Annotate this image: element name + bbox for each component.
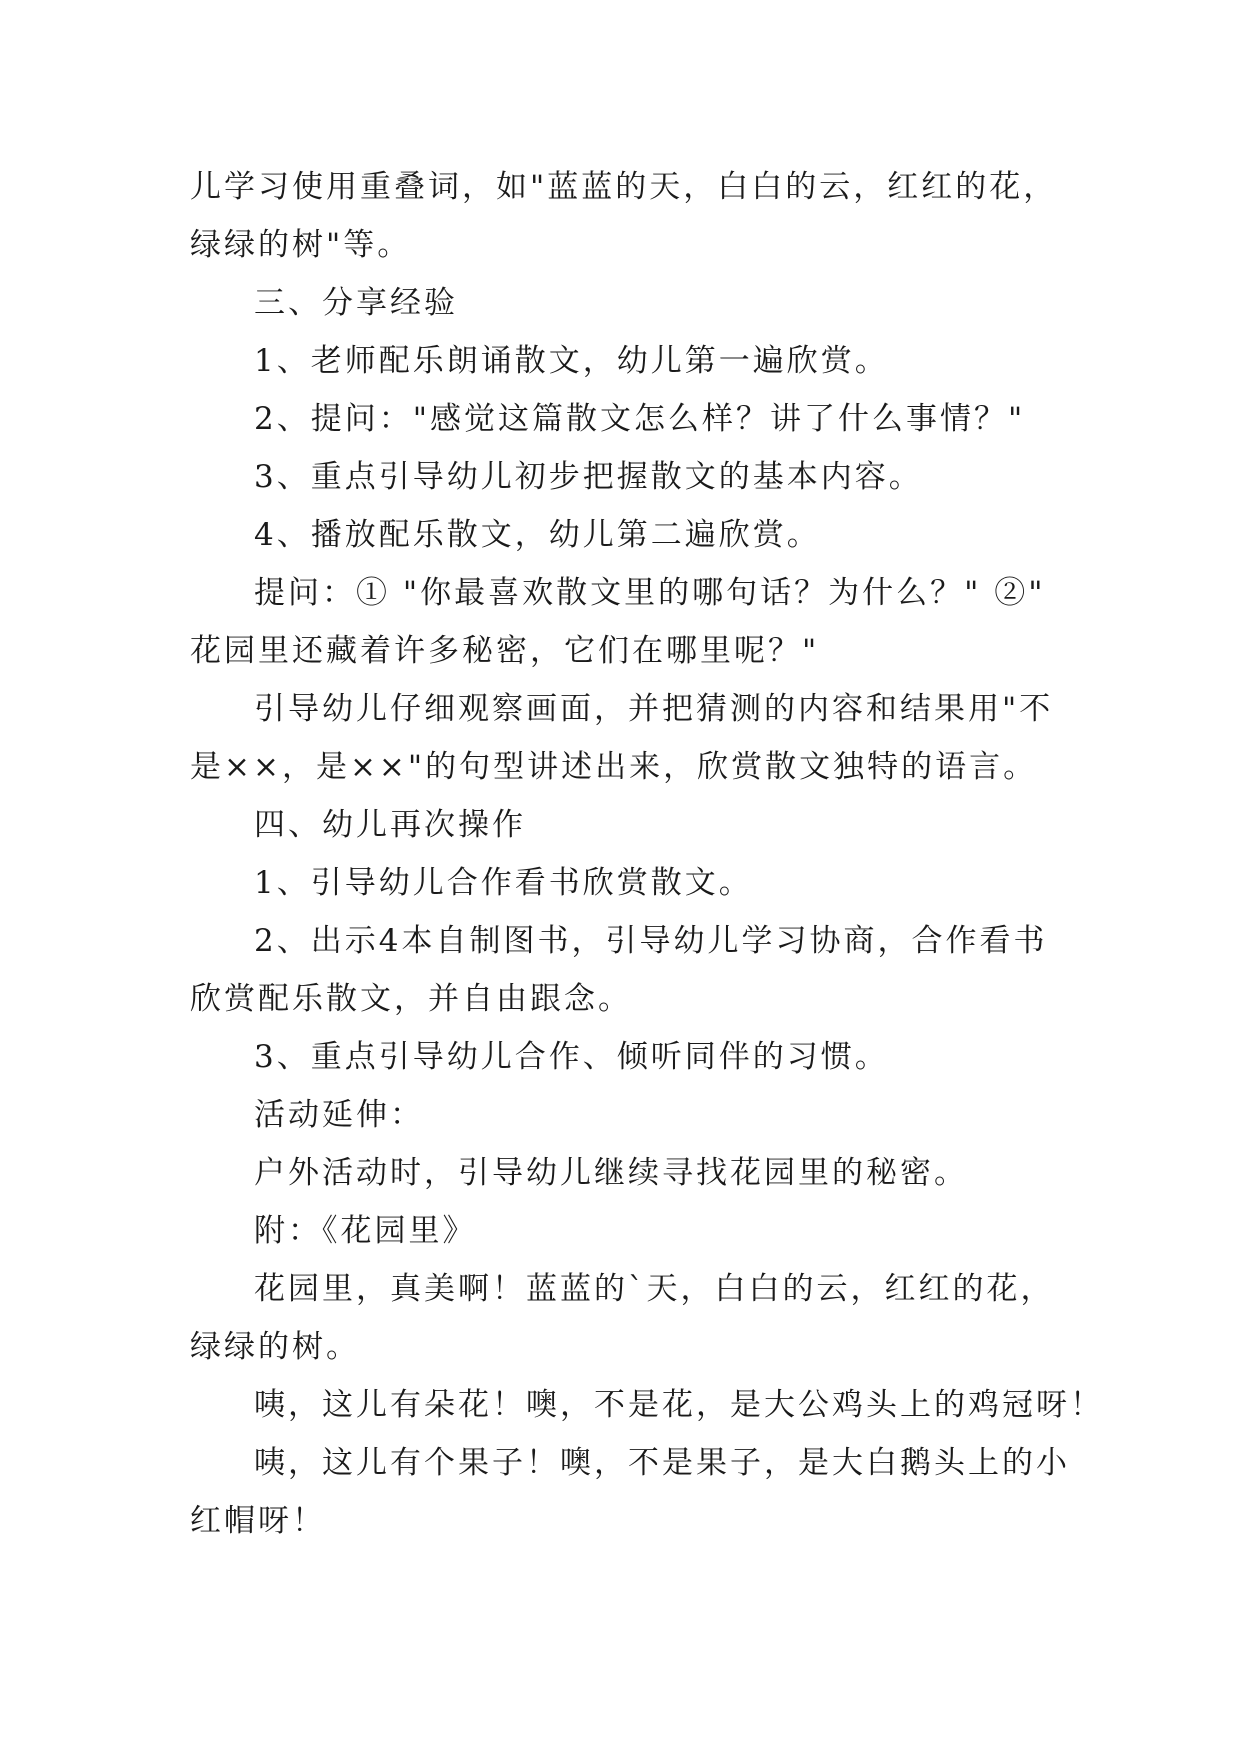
text-line: 花园里还藏着许多秘密，它们在哪里呢？" <box>190 633 820 669</box>
section-heading: 三、分享经验 <box>254 285 458 321</box>
text-line: 咦，这儿有朵花！噢，不是花，是大公鸡头上的鸡冠呀！ <box>254 1387 1104 1423</box>
text-line: 儿学习使用重叠词，如"蓝蓝的天，白白的云，红红的花， <box>190 169 1058 205</box>
text-line: 1、引导幼儿合作看书欣赏散文。 <box>254 865 753 901</box>
document-body <box>190 158 1104 1550</box>
text-line: 2、出示4本自制图书，引导幼儿学习协商，合作看书 <box>254 923 1048 959</box>
text-line: 是××，是××"的句型讲述出来，欣赏散文独特的语言。 <box>190 749 1038 785</box>
text-line: 红帽呀！ <box>190 1503 326 1539</box>
text-line: 绿绿的树。 <box>190 1329 360 1365</box>
text-line: 咦，这儿有个果子！噢，不是果子，是大白鹅头上的小 <box>254 1445 1070 1481</box>
text-line: 4、播放配乐散文，幼儿第二遍欣赏。 <box>254 517 821 553</box>
text-line: 3、重点引导幼儿初步把握散文的基本内容。 <box>254 459 923 495</box>
text-line: 欣赏配乐散文，并自由跟念。 <box>190 981 632 1017</box>
text-line: 引导幼儿仔细观察画面，并把猜测的内容和结果用"不 <box>254 691 1054 727</box>
text-line: 1、老师配乐朗诵散文，幼儿第一遍欣赏。 <box>254 343 889 379</box>
text-line: 绿绿的树"等。 <box>190 227 412 263</box>
section-heading: 四、幼儿再次操作 <box>254 807 526 843</box>
section-heading: 活动延伸： <box>254 1097 424 1133</box>
text-line: 提问：① "你最喜欢散文里的哪句话？为什么？" ②" <box>254 575 1046 611</box>
text-line: 2、提问："感觉这篇散文怎么样？讲了什么事情？" <box>254 401 1026 437</box>
text-line: 户外活动时，引导幼儿继续寻找花园里的秘密。 <box>254 1155 968 1191</box>
text-line: 花园里，真美啊！蓝蓝的`天，白白的云，红红的花， <box>254 1271 1055 1307</box>
text-line: 3、重点引导幼儿合作、倾听同伴的习惯。 <box>254 1039 889 1075</box>
appendix-title: 附：《花园里》 <box>254 1213 477 1249</box>
